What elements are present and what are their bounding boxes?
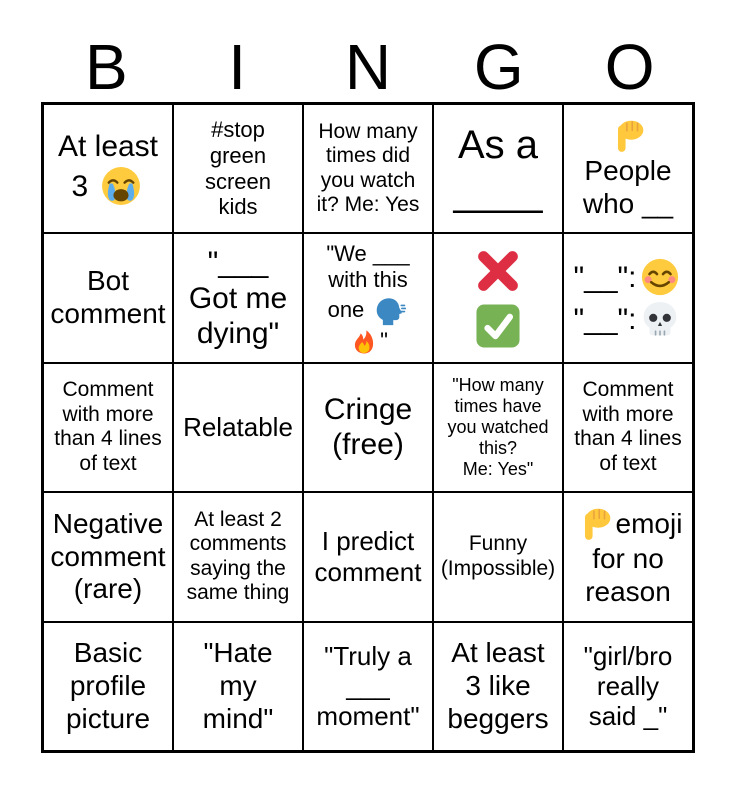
bingo-cell-r2c4[interactable]	[433, 233, 563, 362]
bingo-title-letter-b: B	[85, 31, 128, 103]
cell-text: this?	[478, 438, 518, 459]
loudly-crying-face-emoji	[99, 164, 143, 208]
backhand-index-pointing-down-emoji	[609, 117, 647, 155]
bingo-cell-r2c2[interactable]	[173, 233, 303, 362]
cell-line	[469, 532, 527, 557]
cell-text: Got me	[188, 281, 288, 315]
cell-text: really	[596, 671, 660, 702]
cell-text: "__":	[573, 302, 637, 336]
cell-text: ___	[346, 671, 390, 702]
cell-line	[458, 122, 538, 169]
cell-line	[328, 267, 407, 293]
cell-text: Cringe	[323, 393, 413, 427]
cell-text: of text	[599, 452, 657, 476]
cell-line	[183, 412, 293, 442]
cell-line	[465, 670, 530, 703]
cell-line	[203, 703, 274, 736]
fire-emoji	[350, 327, 378, 355]
cell-text: saying the	[190, 556, 286, 580]
cell-line	[583, 188, 673, 221]
cell-text: At least 2	[194, 507, 282, 531]
cell-text: Basic	[73, 637, 143, 669]
cell-line	[322, 526, 415, 556]
cell-line	[211, 117, 265, 143]
cell-line	[574, 427, 681, 452]
bingo-cell-r3c1[interactable]	[43, 363, 173, 492]
cell-line	[194, 508, 282, 533]
cell-text: As a	[457, 122, 539, 167]
cell-text: Negative	[52, 507, 164, 539]
cell-text: kids	[218, 194, 258, 220]
cell-text: with more	[582, 402, 674, 426]
cell-text: dying"	[196, 316, 280, 350]
cell-text: Funny	[468, 532, 528, 556]
cell-line	[574, 505, 683, 543]
cell-line	[54, 427, 161, 452]
cell-text: comments	[189, 532, 287, 556]
cell-text: I predict	[321, 526, 415, 557]
cell-text: same thing	[186, 581, 290, 605]
cell-line	[573, 256, 682, 298]
bingo-cell-r1c4[interactable]	[433, 104, 563, 233]
cell-line	[582, 403, 673, 428]
cell-line	[208, 245, 269, 280]
bingo-cell-r4c4[interactable]	[433, 492, 563, 621]
bingo-cell-r4c2[interactable]	[173, 492, 303, 621]
bingo-cell-r1c3[interactable]	[303, 104, 433, 233]
cell-line	[324, 392, 412, 427]
cell-line	[71, 164, 144, 208]
bingo-cell-r4c5[interactable]	[563, 492, 693, 621]
cell-line	[597, 671, 659, 701]
bingo-cell-r3c5[interactable]	[563, 363, 693, 492]
cell-text: than 4 lines	[574, 427, 682, 451]
cell-text: with more	[62, 402, 154, 426]
cell-text: who __	[582, 187, 674, 219]
cell-text: "___	[207, 246, 269, 280]
cell-line	[53, 508, 164, 541]
backhand-index-pointing-down-emoji	[576, 505, 614, 543]
cell-text: People	[584, 154, 672, 186]
cell-text: Comment	[62, 378, 154, 402]
cell-line	[585, 576, 671, 609]
cell-line	[210, 143, 266, 169]
cell-text: At least	[451, 637, 545, 669]
cell-text: "Hate	[203, 637, 273, 669]
bingo-cell-r3c2[interactable]	[173, 363, 303, 492]
cell-text: comment	[314, 556, 422, 587]
cell-text: one	[327, 296, 371, 322]
cell-line	[315, 557, 422, 587]
bingo-title-letter-g: G	[473, 31, 524, 103]
cell-line	[70, 670, 146, 703]
bingo-title-letter-o: O	[604, 31, 655, 103]
cell-text: you watch	[320, 168, 416, 192]
bingo-grid	[41, 102, 695, 753]
cell-line	[87, 265, 129, 298]
bingo-title	[41, 0, 695, 102]
bingo-cell-r1c1[interactable]	[43, 104, 173, 233]
cell-text: How many	[318, 119, 418, 143]
cell-line	[447, 703, 548, 736]
cell-line	[203, 637, 272, 670]
cell-line	[190, 557, 286, 582]
cell-text: profile	[69, 669, 147, 701]
cell-line	[463, 459, 533, 480]
cell-text: (free)	[332, 428, 404, 462]
cell-text: "We ___	[326, 241, 410, 267]
cell-line	[584, 155, 671, 188]
cell-text: beggers	[447, 702, 549, 734]
bingo-cell-r3c3[interactable]	[303, 363, 433, 492]
cell-text: comment	[50, 540, 166, 572]
bingo-cell-r1c5[interactable]	[563, 104, 693, 233]
cell-line	[607, 117, 649, 155]
cell-line	[66, 703, 150, 736]
cell-line	[451, 637, 544, 670]
cell-text: (Impossible)	[440, 556, 556, 580]
cell-text: Relatable	[183, 412, 293, 443]
cell-line	[324, 641, 412, 671]
cell-line	[441, 557, 555, 582]
cell-text: it? Me: Yes	[316, 193, 420, 217]
cell-text: times have	[454, 395, 542, 416]
cell-text: 3	[71, 169, 97, 203]
cell-text: reason	[585, 575, 671, 607]
cell-text: (rare)	[73, 573, 143, 605]
cell-text: "__":	[573, 260, 637, 294]
cell-text: comment	[50, 298, 166, 330]
cell-line	[592, 543, 664, 576]
cell-text: Me: Yes"	[462, 459, 534, 480]
cell-text: green	[209, 142, 267, 168]
cell-line	[317, 193, 420, 218]
bingo-cell-r1c2[interactable]	[173, 104, 303, 233]
bingo-cell-r5c4[interactable]	[433, 622, 563, 751]
cell-line	[470, 245, 526, 297]
bingo-title-letter-i: I	[228, 31, 247, 103]
cross-mark-emoji	[472, 245, 524, 297]
bingo-cell-r5c1[interactable]	[43, 622, 173, 751]
cell-text: "Truly a	[324, 640, 412, 671]
cell-text: ____	[453, 169, 543, 214]
cell-line	[573, 298, 682, 340]
bingo-cell-r2c5[interactable]	[563, 233, 693, 362]
cell-line	[584, 641, 673, 671]
cell-line	[454, 169, 543, 216]
check-mark-button-emoji	[473, 301, 523, 351]
cell-text: 3 like	[465, 669, 531, 701]
cell-text: said _"	[588, 701, 668, 732]
cell-line	[50, 541, 165, 574]
cell-line	[50, 298, 165, 331]
cell-line	[318, 120, 417, 145]
cell-line	[452, 375, 543, 396]
cell-line	[454, 396, 541, 417]
cell-line	[332, 427, 404, 462]
bingo-cell-r5c2[interactable]	[173, 622, 303, 751]
cell-text: "How many	[452, 374, 544, 395]
cell-line	[599, 452, 656, 477]
cell-text: "girl/bro	[583, 640, 673, 671]
cell-text: Bot	[86, 265, 130, 297]
cell-line	[187, 581, 290, 606]
cell-line	[58, 129, 158, 164]
smiling-face-emoji	[639, 256, 681, 298]
cell-text: mind"	[202, 702, 274, 734]
bingo-cell-r2c1[interactable]	[43, 233, 173, 362]
cell-text: my	[219, 669, 257, 701]
cell-text: of text	[79, 452, 137, 476]
cell-line	[190, 532, 287, 557]
cell-text: emoji	[615, 507, 683, 539]
cell-text: screen	[204, 168, 272, 194]
cell-line	[316, 701, 419, 731]
cell-line	[79, 452, 136, 477]
bingo-cell-r5c5[interactable]	[563, 622, 693, 751]
cell-text: for no	[592, 543, 664, 575]
cell-text: with this	[328, 267, 408, 293]
bingo-cell-r3c4[interactable]	[433, 363, 563, 492]
cell-line	[447, 417, 548, 438]
cell-text: "	[380, 327, 388, 353]
cell-text: moment"	[316, 701, 420, 732]
cell-line	[205, 169, 271, 195]
cell-line	[74, 637, 142, 670]
skull-emoji	[639, 298, 681, 340]
cell-line	[219, 670, 256, 703]
speaking-head-emoji	[372, 293, 406, 327]
cell-line	[328, 293, 409, 327]
bingo-cell-r4c3[interactable]	[303, 492, 433, 621]
cell-line	[62, 403, 153, 428]
cell-line	[218, 194, 257, 220]
bingo-title-letter-n: N	[344, 31, 392, 103]
cell-line	[74, 573, 142, 606]
cell-line	[197, 316, 279, 351]
cell-text: Comment	[582, 378, 674, 402]
cell-line	[479, 438, 517, 459]
cell-line	[346, 671, 389, 701]
cell-line	[471, 297, 525, 351]
bingo-cell-r5c3[interactable]	[303, 622, 433, 751]
cell-line	[62, 378, 153, 403]
cell-text: picture	[65, 702, 151, 734]
cell-text: than 4 lines	[54, 427, 162, 451]
cell-text: times did	[325, 144, 411, 168]
cell-text: #stop	[211, 117, 265, 143]
cell-line	[326, 144, 410, 169]
cell-line	[326, 241, 409, 267]
bingo-cell-r4c1[interactable]	[43, 492, 173, 621]
cell-line	[189, 281, 287, 316]
cell-text: you watched	[447, 416, 549, 437]
cell-text: At least	[57, 130, 159, 164]
cell-line	[589, 701, 668, 731]
cell-line	[321, 169, 416, 194]
cell-line	[582, 378, 673, 403]
cell-line	[348, 327, 388, 355]
bingo-cell-r2c3[interactable]	[303, 233, 433, 362]
